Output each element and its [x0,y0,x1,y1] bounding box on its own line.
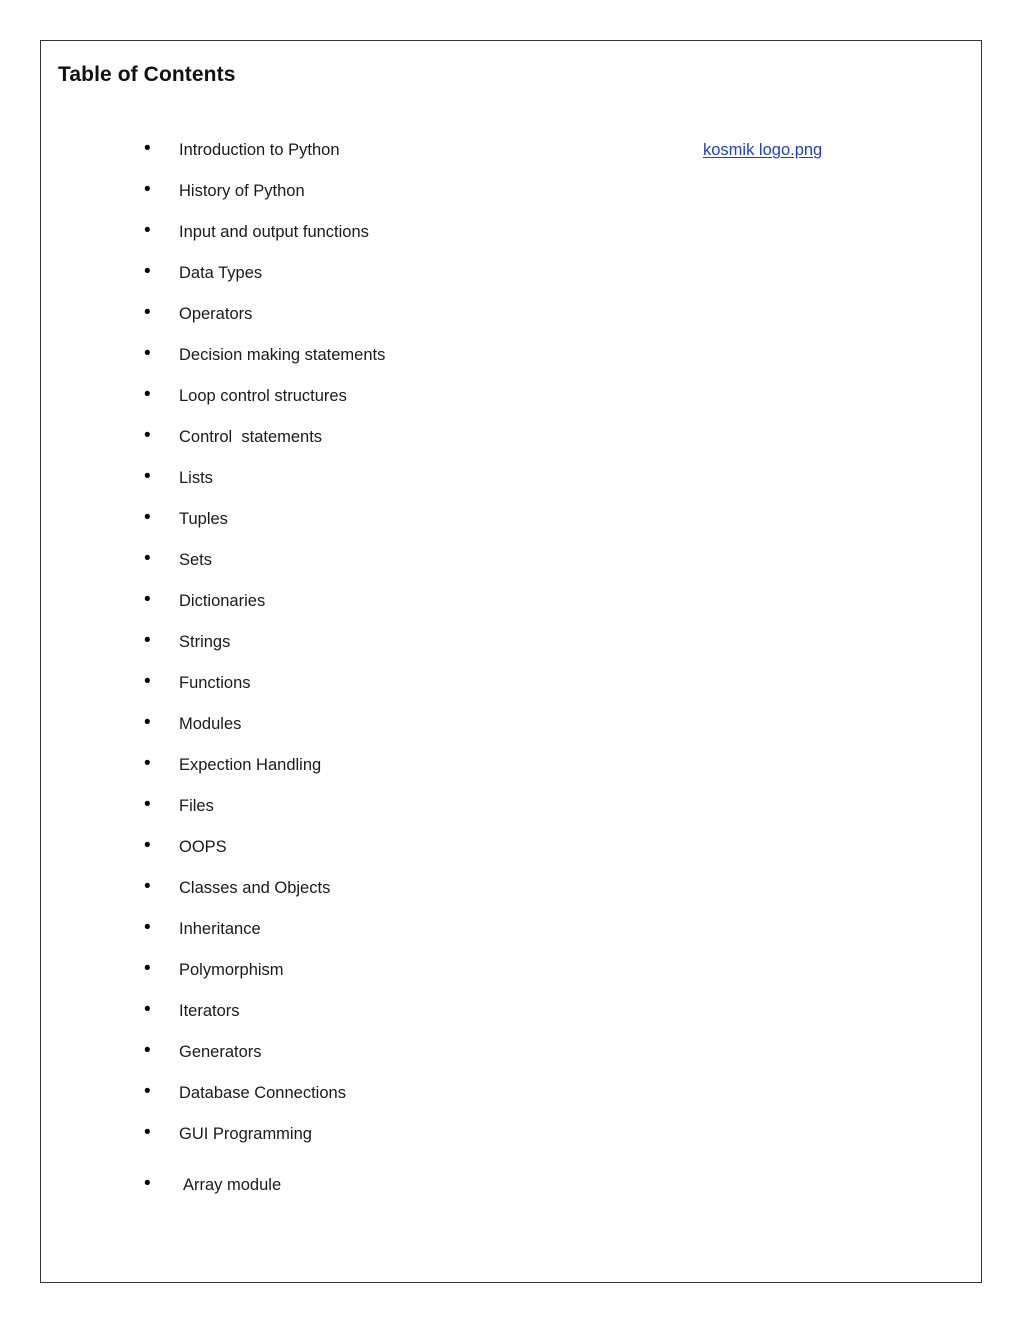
toc-item-label: Operators [179,305,253,323]
toc-item-label: Expection Handling [179,756,322,774]
toc-item-files [0,794,500,818]
toc-item-label: Decision making statements [179,346,386,364]
toc-item-operators [0,302,500,326]
toc-item-label: Iterators [179,1002,240,1020]
bullet-icon: • [144,671,151,692]
toc-item-generators [0,1040,500,1064]
toc-item-lists [0,466,500,490]
toc-item-label: Database Connections [179,1084,346,1102]
toc-item-label: Classes and Objects [179,879,331,897]
toc-item-label: Dictionaries [179,592,266,610]
toc-item-label: Lists [179,469,213,487]
toc-item-label: Array module [183,1176,282,1194]
page-title: Table of Contents [58,63,236,86]
toc-item-label: Control statements [179,428,323,446]
toc-item-tuples [0,507,500,531]
bullet-icon: • [144,425,151,446]
logo-image-link[interactable]: kosmik logo.png [703,141,823,159]
toc-item-oops [0,835,500,859]
toc-item-label: Polymorphism [179,961,284,979]
toc-item-strings [0,630,500,654]
bullet-icon: • [144,1081,151,1102]
toc-item-dictionaries [0,589,500,613]
toc-item-decision-making [0,343,500,367]
toc-item-input-output [0,220,500,244]
bullet-icon: • [144,630,151,651]
toc-item-label: Inheritance [179,920,261,938]
toc-item-array-module [0,1173,500,1197]
toc-item-control-statements [0,425,500,449]
bullet-icon: • [144,138,151,159]
toc-item-label: Introduction to Python [179,141,340,159]
toc-item-introduction [0,138,500,162]
bullet-icon: • [144,876,151,897]
toc-item-label: Sets [179,551,213,569]
toc-item-exception-handling [0,753,500,777]
bullet-icon: • [144,794,151,815]
bullet-icon: • [144,835,151,856]
toc-item-label: Generators [179,1043,262,1061]
toc-item-sets [0,548,500,572]
bullet-icon: • [144,220,151,241]
bullet-icon: • [144,466,151,487]
toc-item-label: Modules [179,715,242,733]
toc-item-label: Files [179,797,214,815]
bullet-icon: • [144,343,151,364]
toc-item-label: Functions [179,674,251,692]
bullet-icon: • [144,958,151,979]
toc-item-loop-control [0,384,500,408]
bullet-icon: • [144,384,151,405]
toc-item-label: Data Types [179,264,263,282]
bullet-icon: • [144,1122,151,1143]
toc-item-label: OOPS [179,838,227,856]
toc-item-inheritance [0,917,500,941]
bullet-icon: • [144,507,151,528]
toc-item-label: GUI Programming [179,1125,312,1143]
toc-item-functions [0,671,500,695]
toc-item-classes-objects [0,876,500,900]
toc-item-polymorphism [0,958,500,982]
bullet-icon: • [144,753,151,774]
bullet-icon: • [144,261,151,282]
toc-item-data-types [0,261,500,285]
toc-item-label: Strings [179,633,231,651]
bullet-icon: • [144,548,151,569]
toc-item-modules [0,712,500,736]
toc-item-label: Tuples [179,510,228,528]
bullet-icon: • [144,589,151,610]
toc-item-label: Loop control structures [179,387,347,405]
bullet-icon: • [144,1173,151,1194]
bullet-icon: • [144,999,151,1020]
toc-item-database-connections [0,1081,500,1105]
toc-item-label: History of Python [179,182,305,200]
bullet-icon: • [144,712,151,733]
toc-item-gui-programming [0,1122,500,1146]
bullet-icon: • [144,179,151,200]
toc-item-history [0,179,500,203]
bullet-icon: • [144,302,151,323]
bullet-icon: • [144,917,151,938]
bullet-icon: • [144,1040,151,1061]
toc-item-label: Input and output functions [179,223,369,241]
toc-item-iterators [0,999,500,1023]
